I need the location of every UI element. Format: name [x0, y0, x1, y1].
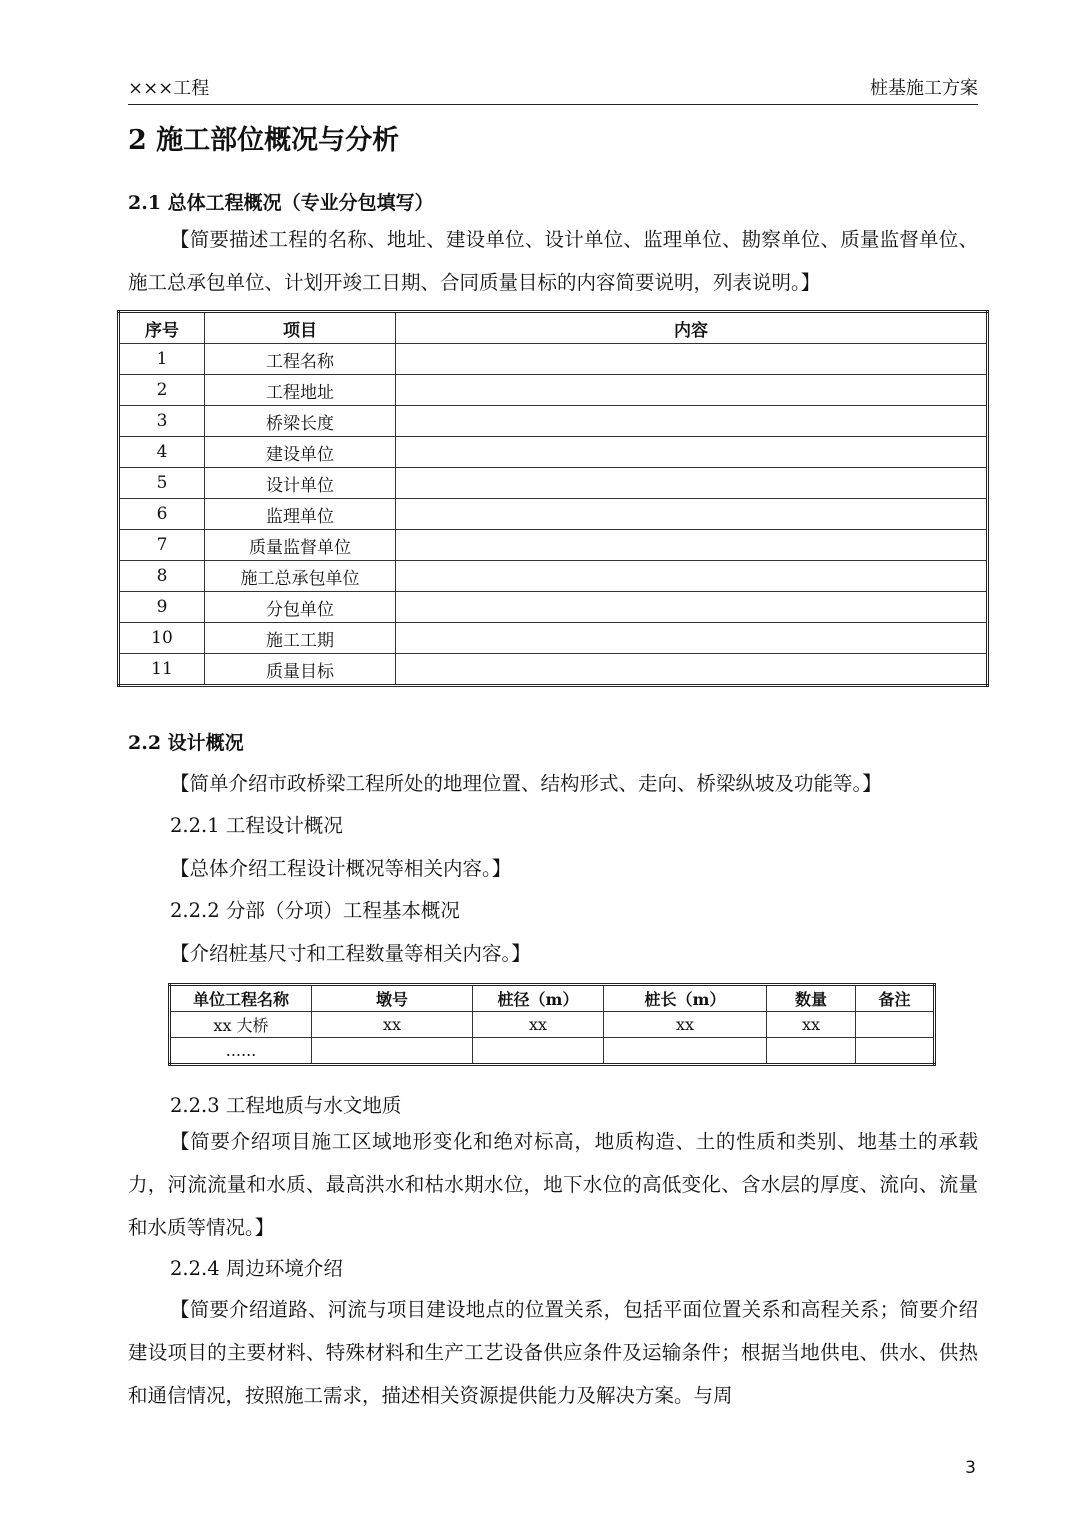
- table-header-cell: 墩号: [312, 985, 473, 1012]
- table-cell: [312, 1038, 473, 1065]
- paragraph-2-2-4: [128, 1288, 978, 1417]
- table-cell: 分包单位: [205, 592, 396, 623]
- table-cell: 11: [119, 654, 205, 686]
- table-cell: 8: [119, 561, 205, 592]
- table-cell: 工程名称: [205, 344, 396, 375]
- table-row: [119, 654, 988, 686]
- paragraph-2-2-3-text: 【简要介绍项目施工区域地形变化和绝对标高，地质构造、土的性质和类别、地基土的承载力，河流流量和水质、最高洪水和枯水期水位，地下水位的高低变化、含水层的厚度、流向、流量和水质等情况。】: [128, 1130, 978, 1239]
- table-header-cell: 数量: [767, 985, 856, 1012]
- table-row: [119, 530, 988, 561]
- table-row: [119, 561, 988, 592]
- paragraph-2-2-3: [128, 1120, 978, 1249]
- table-cell: [396, 437, 988, 468]
- table-cell: 5: [119, 468, 205, 499]
- table-row: [119, 375, 988, 406]
- table-cell: [396, 592, 988, 623]
- table-header-row: [170, 985, 935, 1012]
- table-cell: 9: [119, 592, 205, 623]
- table-row: [119, 406, 988, 437]
- paragraph-2-2-4-text: 【简要介绍道路、河流与项目建设地点的位置关系，包括平面位置关系和高程关系；简要介绍建设项目的主要材料、特殊材料和生产工艺设备供应条件及运输条件；根据当地供电、供水、供热和通信情况，按照施工需求，描述相关资源提供能力及解决方案。与周: [128, 1298, 978, 1407]
- table-cell: [856, 1038, 935, 1065]
- heading-2-2: 2.2 设计概况: [128, 732, 244, 754]
- table-header-cell: 序号: [119, 312, 205, 344]
- paragraph-2-2: [128, 762, 978, 805]
- table-cell: [396, 530, 988, 561]
- table-cell: xx: [767, 1012, 856, 1038]
- table-header-cell: 桩长（m）: [604, 985, 767, 1012]
- header-project-name: ×××工程: [128, 78, 210, 99]
- table-cell: 1: [119, 344, 205, 375]
- table-row: [170, 1038, 935, 1065]
- table-cell: [396, 623, 988, 654]
- table-cell: [767, 1038, 856, 1065]
- heading-2-2-1: 2.2.1 工程设计概况: [170, 814, 343, 837]
- table-row: [119, 499, 988, 530]
- table-cell: [396, 468, 988, 499]
- table-row: [119, 592, 988, 623]
- table-cell: ......: [170, 1038, 312, 1065]
- table-cell: 6: [119, 499, 205, 530]
- heading-2-2-3: 2.2.3 工程地质与水文地质: [170, 1094, 402, 1117]
- project-overview-table: [117, 310, 989, 687]
- table-row: [119, 468, 988, 499]
- table-cell: 2: [119, 375, 205, 406]
- table-cell: xx: [473, 1012, 604, 1038]
- table-cell: 3: [119, 406, 205, 437]
- table-header-cell: 备注: [856, 985, 935, 1012]
- table-cell: [396, 499, 988, 530]
- table-cell: xx: [604, 1012, 767, 1038]
- page-header: [128, 74, 978, 105]
- table-header-cell: 项目: [205, 312, 396, 344]
- table-header-cell: 单位工程名称: [170, 985, 312, 1012]
- table-cell: 建设单位: [205, 437, 396, 468]
- table-row: [119, 344, 988, 375]
- table-cell: 10: [119, 623, 205, 654]
- header-doc-title: 桩基施工方案: [870, 78, 978, 99]
- table-cell: 桥梁长度: [205, 406, 396, 437]
- heading-2-1: 2.1 总体工程概况（专业分包填写）: [128, 192, 434, 214]
- paragraph-2-1-text: 【简要描述工程的名称、地址、建设单位、设计单位、监理单位、勘察单位、质量监督单位、施工总承包单位、计划开竣工日期、合同质量目标的内容简要说明，列表说明。】: [128, 228, 978, 294]
- table-header-row: [119, 312, 988, 344]
- paragraph-2-2-text: 【简单介绍市政桥梁工程所处的地理位置、结构形式、走向、桥梁纵坡及功能等。】: [170, 772, 882, 795]
- table-row: [170, 1012, 935, 1038]
- paragraph-2-1: [128, 218, 978, 304]
- page-number: 3: [965, 1458, 976, 1478]
- table-cell: [396, 654, 988, 686]
- table-row: [119, 623, 988, 654]
- table-cell: xx: [312, 1012, 473, 1038]
- table-cell: 施工工期: [205, 623, 396, 654]
- table-row: [119, 437, 988, 468]
- heading-2-2-2: 2.2.2 分部（分项）工程基本概况: [170, 899, 460, 922]
- section-title: 2 施工部位概况与分析: [128, 125, 400, 156]
- table-cell: xx 大桥: [170, 1012, 312, 1038]
- table-cell: 监理单位: [205, 499, 396, 530]
- table-cell: [473, 1038, 604, 1065]
- table-cell: [396, 561, 988, 592]
- table-cell: 4: [119, 437, 205, 468]
- table-cell: 质量监督单位: [205, 530, 396, 561]
- table-cell: [604, 1038, 767, 1065]
- table-cell: 质量目标: [205, 654, 396, 686]
- table-header-cell: 内容: [396, 312, 988, 344]
- paragraph-2-2-2: 【介绍桩基尺寸和工程数量等相关内容。】: [170, 942, 531, 965]
- table-cell: [396, 344, 988, 375]
- paragraph-2-2-1: 【总体介绍工程设计概况等相关内容。】: [170, 857, 512, 880]
- table-cell: [396, 406, 988, 437]
- table-cell: [856, 1012, 935, 1038]
- table-cell: 7: [119, 530, 205, 561]
- heading-2-2-4: 2.2.4 周边环境介绍: [170, 1257, 343, 1280]
- pile-foundation-table: [168, 983, 936, 1066]
- table-cell: 工程地址: [205, 375, 396, 406]
- table-cell: [396, 375, 988, 406]
- table-cell: 施工总承包单位: [205, 561, 396, 592]
- table-header-cell: 桩径（m）: [473, 985, 604, 1012]
- table-cell: 设计单位: [205, 468, 396, 499]
